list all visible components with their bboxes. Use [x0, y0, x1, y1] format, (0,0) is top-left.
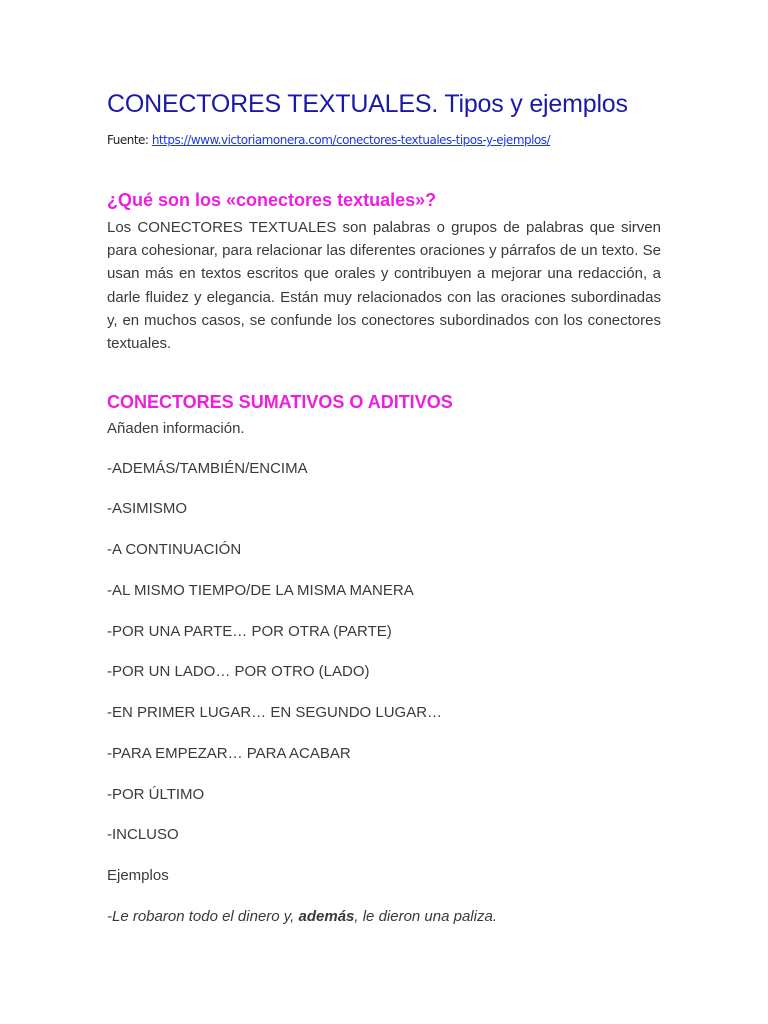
connector-item: -AL MISMO TIEMPO/DE LA MISMA MANERA	[107, 582, 414, 599]
definition-paragraph: Los CONECTORES TEXTUALES son palabras o grupos de palabras que sirven para cohesionar, para relacionar las diferentes oraciones y párrafos de un texto. Se usan más en textos escritos que orales y contribuyen a mejorar una redacción, a darle fluidez y elegancia. Están muy relacionados con las oraciones subordinadas y, en muchos casos, se confunde los conectores subordinados con los conectores textuales.	[107, 219, 661, 353]
connector-item: -EN PRIMER LUGAR… EN SEGUNDO LUGAR…	[107, 704, 443, 721]
connector-item: -POR UN LADO… POR OTRO (LADO)	[107, 663, 370, 680]
section-heading-what-are: ¿Qué son los «conectores textuales»?	[107, 190, 437, 210]
source-label: Fuente:	[107, 133, 149, 147]
connector-item: -ASIMISMO	[107, 500, 188, 517]
example-connector: además	[298, 908, 355, 925]
connector-item: -POR ÚLTIMO	[107, 786, 205, 803]
example-sentence	[107, 907, 497, 927]
section-heading-additive: CONECTORES SUMATIVOS O ADITIVOS	[107, 392, 453, 412]
source-link[interactable]: https://www.victoriamonera.com/conectores-textuales-tipos-y-ejemplos/	[151, 133, 551, 147]
connector-item: -INCLUSO	[107, 826, 179, 843]
additive-intro: Añaden información.	[107, 420, 245, 437]
examples-label: Ejemplos	[107, 867, 169, 884]
example-text-after: , le dieron una paliza.	[354, 908, 497, 925]
document-title: CONECTORES TEXTUALES. Tipos y ejemplos	[107, 90, 628, 118]
source-line	[107, 133, 550, 147]
connector-item: -POR UNA PARTE… POR OTRA (PARTE)	[107, 623, 392, 640]
connector-item: -PARA EMPEZAR… PARA ACABAR	[107, 745, 351, 762]
connector-item: -A CONTINUACIÓN	[107, 541, 242, 558]
connector-item: -ADEMÁS/TAMBIÉN/ENCIMA	[107, 460, 308, 477]
example-text-before: -Le robaron todo el dinero y,	[107, 908, 299, 925]
